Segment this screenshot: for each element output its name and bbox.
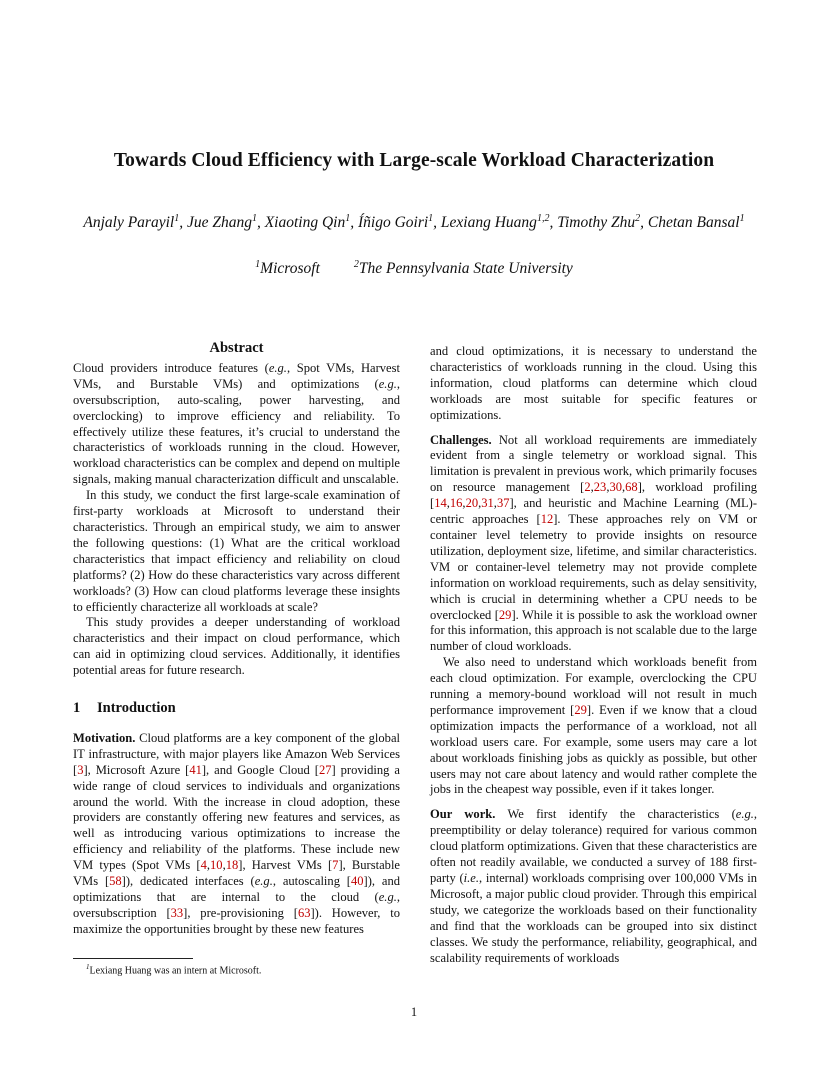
citation-link[interactable]: 20 bbox=[465, 496, 479, 511]
citation-link[interactable]: 31 bbox=[481, 496, 494, 511]
citation-link[interactable]: 14 bbox=[434, 496, 447, 511]
citation-link[interactable]: 29 bbox=[498, 607, 512, 622]
affiliation: $^2$The Pennsylvania State University bbox=[353, 259, 573, 278]
challenges-paragraph: Challenges. Not all workload requirements are immediately evident from a single telemetry or workload signal. This limitation is prevalent in previous work, which primarily focuses on resource management [2,23,30,68], workload profiling [14,16,20,31,37], and heuristic and Machine Learning (ML)-centric approaches [12]. These approaches rely on VM or container level telemetry to provide insights on resource utilization, deployment size, lifetime, and similar characteristics. VM or container-level telemetry may not provide complete information on workload requirements, such as delay sensitivity, which is crucial in determining whether a CPU needs to be overclocked [29]. While it is possible to ask the workload owner for this information, this approach is not scalable due to the large number of cloud workloads. bbox=[430, 432, 758, 654]
citation-link[interactable]: 4 bbox=[200, 858, 207, 873]
section-heading: 1 Introduction bbox=[73, 700, 176, 717]
citation-link[interactable]: 18 bbox=[225, 858, 239, 873]
citation-link[interactable]: 27 bbox=[318, 762, 332, 777]
left-column bbox=[73, 341, 400, 938]
citation-link[interactable]: 58 bbox=[109, 874, 122, 889]
motivation-paragraph: Motivation. Cloud platforms are a key component of the global IT infrastructure, with major players like Amazon Web Services [3], Microsoft Azure [41], and Google Cloud [27] providing a wide range of cloud services to individuals and organizations around the world. With the increase in cloud adoption, these providers are constantly offering new features and services, as well as introducing various optimizations to increase the efficiency and reliability of the platforms. These include new VM types (Spot VMs [4,10,18], Harvest VMs [7], Burstable VMs [58]), dedicated interfaces (e.g., autoscaling [40]), and optimizations that are internal to the cloud (e.g., oversubscription [33], pre-provisioning [63]). However, to maximize the opportunities brought by these new features bbox=[73, 730, 401, 936]
author-list bbox=[0, 213, 828, 232]
citation-link[interactable]: 2 bbox=[584, 480, 591, 495]
citation-link[interactable]: 23 bbox=[593, 480, 607, 495]
citation-link[interactable]: 30 bbox=[609, 480, 623, 495]
citation-link[interactable]: 16 bbox=[449, 496, 463, 511]
abstract-heading: Abstract bbox=[209, 340, 264, 356]
citation-link[interactable]: 37 bbox=[496, 496, 510, 511]
affiliation: $^1$Microsoft bbox=[255, 259, 320, 278]
author: Anjaly Parayil$^1$, bbox=[83, 213, 187, 232]
page-number: 1 bbox=[410, 1005, 418, 1019]
citation-link[interactable]: 68 bbox=[625, 480, 638, 495]
citation-link[interactable]: 40 bbox=[351, 874, 364, 889]
citation-link[interactable]: 12 bbox=[540, 512, 554, 527]
citation-link[interactable]: 29 bbox=[574, 702, 587, 717]
right-column bbox=[430, 344, 757, 966]
citation-link[interactable]: 10 bbox=[210, 858, 223, 873]
author: Timothy Zhu$^2$, bbox=[557, 213, 648, 232]
affiliations bbox=[0, 259, 828, 278]
footnote-rule bbox=[73, 958, 193, 959]
author: Lexiang Huang$^{1,2}$, bbox=[440, 213, 558, 232]
author: Chetan Bansal$^1$ bbox=[647, 213, 745, 232]
citation-link[interactable]: 41 bbox=[189, 762, 202, 777]
author: Xiaoting Qin$^1$, bbox=[264, 213, 358, 232]
body-paragraph: We also need to understand which workloads benefit from each cloud optimization. For example, overclocking the CPU running a memory-bound workload will not result in much performance improvement [29]. Even if we know that a cloud optimization impacts the performance of a workload, not all workload users care. For example, some users may care a lot about workloads finishing jobs as quickly as possible, but other users may not care about latency and would rather complete the jobs in the cheapest way possible, even if it takes longer. bbox=[430, 655, 757, 797]
abstract-paragraph: Cloud providers introduce features (e.g., Spot VMs, Harvest VMs, and Burstable VMs) and optimizations (e.g., oversubscription, auto-scaling, power harvesting, and overclocking) to improve efficiency and reliability. To effectively utilize these features, it’s crucial to understand the characteristics of workloads running in the cloud. However, workload characteristics can be complex and depend on multiple signals, making manual characterization difficult and unscalable. bbox=[73, 360, 400, 487]
citation-link[interactable]: 63 bbox=[297, 905, 311, 920]
citation-link[interactable]: 7 bbox=[332, 858, 339, 873]
abstract-paragraph: This study provides a deeper understanding of workload characteristics and their impact on cloud performance, which can aid in optimizing cloud services. Additionally, it identifies potential areas for future research. bbox=[73, 615, 400, 678]
footnote: $^1$Lexiang Huang was an intern at Microsoft. bbox=[86, 963, 262, 977]
paper-title: Towards Cloud Efficiency with Large-scale Workload Characterization bbox=[113, 150, 715, 171]
author: Jue Zhang$^1$, bbox=[186, 213, 265, 232]
our-work-paragraph: Our work. We first identify the characteristics (e.g., preemptibility or delay tolerance) required for various common cloud platform optimizations. Given that these characteristics are often not readily available, we conducted a survey of 188 first-party (i.e., internal) workloads comprising over 100,000 VMs in Microsoft, a major public cloud provider. Through this empirical study, we categorize the workloads based on their functionality and find that the workloads can be grouped into six distinct classes. We study the performance, reliability, geographical, and scalability requirements of workloads bbox=[430, 807, 758, 965]
author: Íñigo Goiri$^1$, bbox=[357, 213, 441, 232]
citation-link[interactable]: 33 bbox=[170, 905, 184, 920]
abstract-paragraph: In this study, we conduct the first large-scale examination of first-party workloads at Microsoft to understand their characteristics. Through an empirical study, we aim to answer the following questions: (1) What are the critical workload characteristics that impact efficiency and reliability on cloud platforms? (2) How do these characteristics vary across different workloads? (3) How can cloud platforms leverage these insights to efficiently characterize all workloads at scale? bbox=[73, 488, 400, 614]
citation-link[interactable]: 3 bbox=[77, 762, 84, 777]
body-paragraph: and cloud optimizations, it is necessary to understand the characteristics of workloads running in the cloud. Using this information, cloud platforms can determine which cloud workloads are most suitable for specific features or optimizations. bbox=[430, 344, 757, 422]
